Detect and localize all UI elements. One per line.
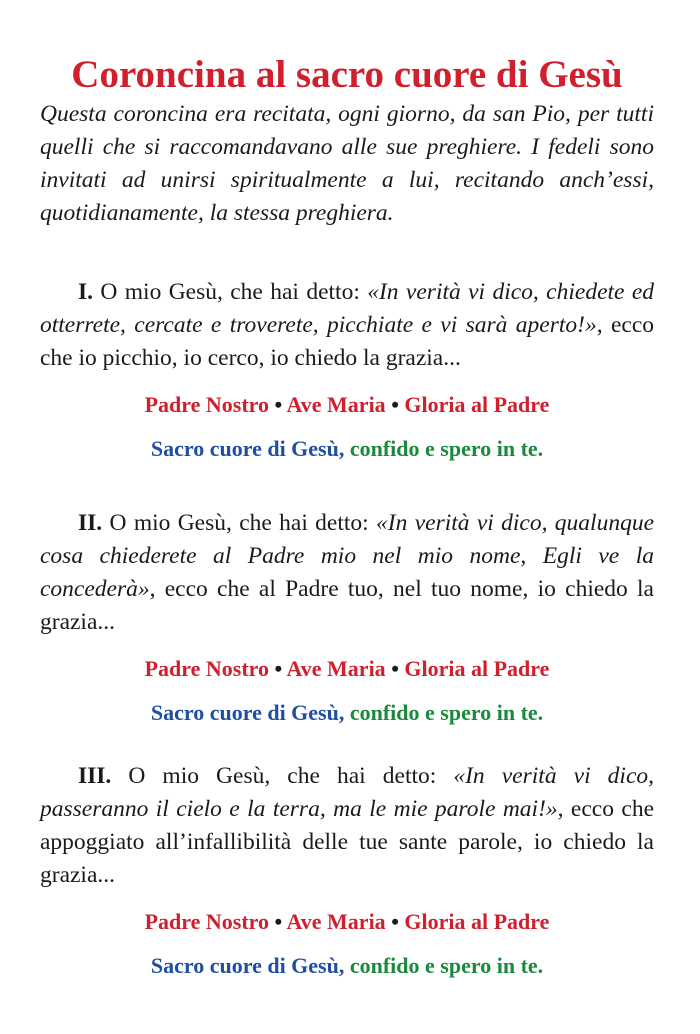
prayer-number: III.	[78, 763, 112, 789]
prayer-intro: O mio Gesù, che hai detto:	[109, 510, 369, 536]
ave-maria-label: Ave Maria	[286, 656, 386, 681]
separator: •	[391, 909, 399, 934]
confido-label: confido e spero in te.	[349, 953, 544, 978]
refrain-prayers	[40, 390, 654, 420]
prayer-quote: «In verità vi dico, passeranno il cielo e la terra, ma le mie parole mai!»	[40, 763, 655, 822]
padre-nostro-label: Padre Nostro	[144, 656, 270, 681]
gloria-label: Gloria al Padre	[404, 392, 550, 417]
prayer-rest: , ecco che appoggiato all’infallibilità delle tue sante parole, io chiedo la grazia...	[40, 796, 654, 888]
separator: •	[274, 909, 283, 934]
gloria-label: Gloria al Padre	[404, 656, 550, 681]
prayer-number: I.	[78, 279, 94, 305]
refrain-prayers	[40, 907, 654, 937]
refrain-prayers	[40, 654, 654, 684]
prayer-intro: O mio Gesù, che hai detto:	[100, 279, 360, 305]
padre-nostro-label: Padre Nostro	[144, 392, 270, 417]
prayer-intro: O mio Gesù, che hai detto:	[128, 763, 437, 789]
prayer-2	[40, 507, 654, 639]
separator: •	[391, 656, 399, 681]
prayer-quote: «In verità vi dico, chiedete ed otterrete, cercate e troverete, picchiate e vi sarà aperto!»	[40, 279, 655, 338]
ave-maria-label: Ave Maria	[286, 909, 386, 934]
sacro-cuore-label: Sacro cuore di Gesù,	[150, 953, 345, 978]
sacro-cuore-label: Sacro cuore di Gesù,	[150, 700, 345, 725]
separator: •	[274, 656, 283, 681]
prayer-quote: «In verità vi dico, qualunque cosa chiederete al Padre mio nel mio nome, Egli ve la concederà»	[40, 510, 655, 602]
ave-maria-label: Ave Maria	[286, 392, 386, 417]
confido-label: confido e spero in te.	[349, 700, 544, 725]
separator: •	[391, 392, 399, 417]
page-title: Coroncina al sacro cuore di Gesù	[71, 53, 623, 96]
refrain-invocation	[40, 951, 654, 981]
prayer-1	[40, 276, 654, 375]
intro-paragraph: Questa coroncina era recitata, ogni giorno, da san Pio, per tutti quelli che si raccomandavano alle sue preghiere. I fedeli sono invitati ad unirsi spiritualmente a lui, recitando anch’essi, quotidianamente, la stessa preghiera.	[40, 101, 654, 226]
padre-nostro-label: Padre Nostro	[144, 909, 270, 934]
prayer-3	[40, 760, 654, 892]
refrain-invocation	[40, 434, 654, 464]
separator: •	[274, 392, 283, 417]
confido-label: confido e spero in te.	[349, 436, 544, 461]
prayer-rest: , ecco che io picchio, io cerco, io chiedo la grazia...	[40, 312, 654, 371]
sacro-cuore-label: Sacro cuore di Gesù,	[150, 436, 345, 461]
prayer-number: II.	[78, 510, 103, 536]
prayer-rest: , ecco che al Padre tuo, nel tuo nome, io chiedo la grazia...	[40, 576, 654, 635]
gloria-label: Gloria al Padre	[404, 909, 550, 934]
refrain-invocation	[40, 698, 654, 728]
